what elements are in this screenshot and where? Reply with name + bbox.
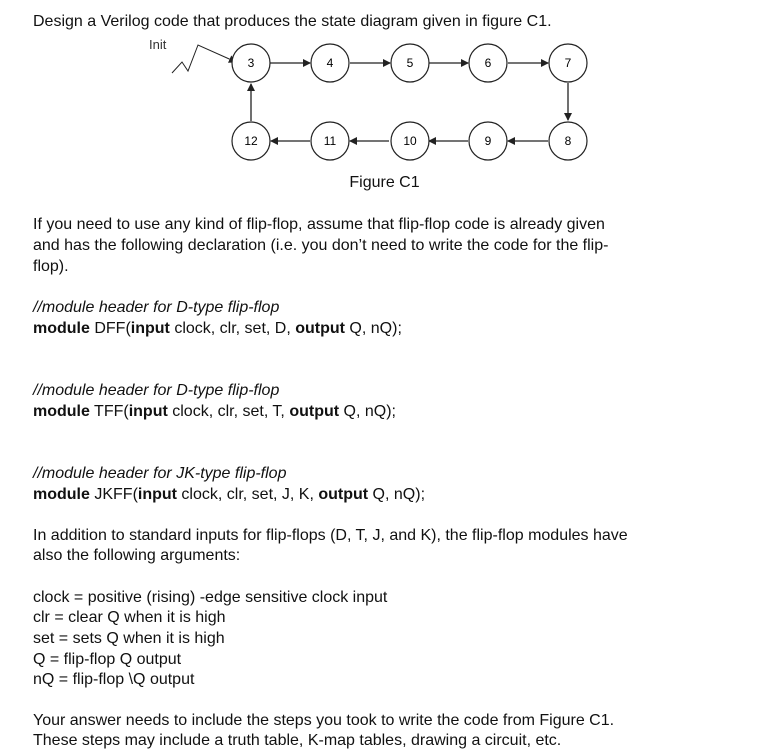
state-11 [311, 122, 349, 160]
tff-comment: //module header for D-type flip-flop [33, 382, 280, 399]
answer-note-line-2: These steps may include a truth table, K-map tables, drawing a circuit, etc. [33, 732, 562, 749]
intro-line-1: If you need to use any kind of flip-flop, assume that flip-flop code is already given [33, 216, 605, 233]
init-arrow [172, 45, 236, 73]
svg-text:6: 6 [484, 56, 492, 70]
state-9 [469, 122, 507, 160]
state-10 [391, 122, 429, 160]
svg-text:5: 5 [406, 56, 414, 70]
svg-text:9: 9 [484, 134, 492, 148]
svg-text:8: 8 [564, 134, 572, 148]
svg-text:3: 3 [247, 56, 255, 70]
state-diagram [0, 0, 769, 170]
arg-nq: nQ = flip-flop \Q output [33, 671, 195, 688]
args-intro-line-2: also the following arguments: [33, 547, 241, 564]
svg-text:11: 11 [323, 134, 337, 148]
state-8 [549, 122, 587, 160]
jkff-header: module JKFF(input clock, clr, set, J, K, output Q, nQ); [33, 486, 426, 503]
state-4 [311, 44, 349, 82]
arg-clr: clr = clear Q when it is high [33, 609, 226, 626]
svg-text:10: 10 [403, 134, 417, 148]
intro-line-2: and has the following declaration (i.e. you don’t need to write the code for the flip- [33, 237, 609, 254]
svg-text:7: 7 [564, 56, 572, 70]
dff-comment: //module header for D-type flip-flop [33, 299, 280, 316]
state-7 [549, 44, 587, 82]
dff-header: module DFF(input clock, clr, set, D, output Q, nQ); [33, 320, 402, 337]
state-6 [469, 44, 507, 82]
state-5 [391, 44, 429, 82]
init-label: Init [149, 37, 167, 52]
svg-text:4: 4 [326, 56, 334, 70]
svg-text:12: 12 [244, 134, 258, 148]
arg-q: Q = flip-flop Q output [33, 651, 182, 668]
state-3 [232, 44, 270, 82]
question-text: Design a Verilog code that produces the state diagram given in figure C1. [33, 13, 552, 30]
answer-note-line-1: Your answer needs to include the steps you took to write the code from Figure C1. [33, 712, 615, 729]
figure-caption: Figure C1 [349, 174, 420, 191]
state-12 [232, 122, 270, 160]
arg-set: set = sets Q when it is high [33, 630, 225, 647]
intro-line-3: flop). [33, 258, 69, 275]
tff-header: module TFF(input clock, clr, set, T, output Q, nQ); [33, 403, 396, 420]
arg-clock: clock = positive (rising) -edge sensitive clock input [33, 589, 388, 606]
jkff-comment: //module header for JK-type flip-flop [33, 465, 287, 482]
args-intro-line-1: In addition to standard inputs for flip-flops (D, T, J, and K), the flip-flop modules have [33, 527, 628, 544]
